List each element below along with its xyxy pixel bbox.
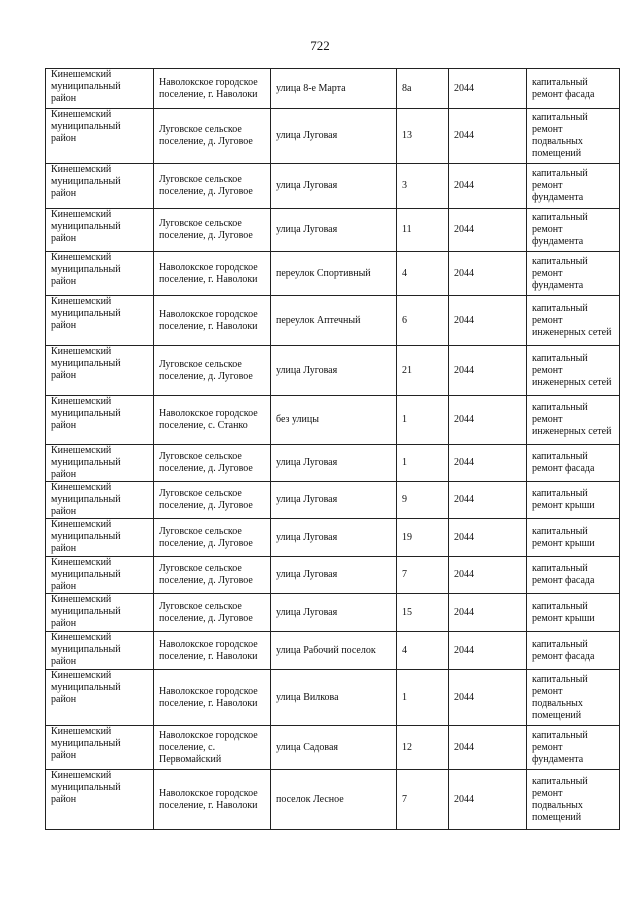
settlement-cell: Луговское сельское поселение, д. Луговое — [154, 346, 271, 396]
house-number-cell: 4 — [397, 632, 449, 670]
table-row — [46, 726, 620, 770]
settlement-cell: Луговское сельское поселение, д. Луговое — [154, 519, 271, 557]
street-cell: улица Вилкова — [271, 670, 397, 726]
house-number-cell: 7 — [397, 557, 449, 594]
work-type-cell: капитальный ремонт инженерных сетей — [527, 396, 620, 445]
municipality-cell: Кинешемский муниципальный район — [46, 69, 154, 109]
year-cell: 2044 — [449, 252, 527, 296]
table-row — [46, 445, 620, 482]
municipality-cell: Кинешемский муниципальный район — [46, 594, 154, 632]
settlement-cell: Наволокское городское поселение, г. Наволоки — [154, 252, 271, 296]
work-type-cell: капитальный ремонт подвальных помещений — [527, 670, 620, 726]
year-cell: 2044 — [449, 726, 527, 770]
settlement-cell: Наволокское городское поселение, г. Наволоки — [154, 770, 271, 830]
house-number-cell: 1 — [397, 396, 449, 445]
municipality-cell: Кинешемский муниципальный район — [46, 726, 154, 770]
year-cell: 2044 — [449, 445, 527, 482]
municipality-cell: Кинешемский муниципальный район — [46, 296, 154, 346]
municipality-cell: Кинешемский муниципальный район — [46, 519, 154, 557]
year-cell: 2044 — [449, 109, 527, 164]
municipality-cell: Кинешемский муниципальный район — [46, 209, 154, 252]
year-cell: 2044 — [449, 209, 527, 252]
table-row — [46, 69, 620, 109]
table-row — [46, 209, 620, 252]
street-cell: улица Рабочий поселок — [271, 632, 397, 670]
street-cell: без улицы — [271, 396, 397, 445]
house-number-cell: 1 — [397, 670, 449, 726]
street-cell: улица Луговая — [271, 594, 397, 632]
work-type-cell: капитальный ремонт фундамента — [527, 164, 620, 209]
table-row — [46, 109, 620, 164]
house-number-cell: 3 — [397, 164, 449, 209]
settlement-cell: Наволокское городское поселение, г. Наволоки — [154, 632, 271, 670]
table-row — [46, 346, 620, 396]
year-cell: 2044 — [449, 670, 527, 726]
page-number: 722 — [310, 38, 330, 53]
house-number-cell: 21 — [397, 346, 449, 396]
table-row — [46, 770, 620, 830]
table-row — [46, 482, 620, 519]
year-cell: 2044 — [449, 594, 527, 632]
settlement-cell: Наволокское городское поселение, г. Наволоки — [154, 69, 271, 109]
municipality-cell: Кинешемский муниципальный район — [46, 109, 154, 164]
repair-schedule-table — [45, 68, 620, 830]
municipality-cell: Кинешемский муниципальный район — [46, 396, 154, 445]
municipality-cell: Кинешемский муниципальный район — [46, 632, 154, 670]
work-type-cell: капитальный ремонт фасада — [527, 445, 620, 482]
year-cell: 2044 — [449, 557, 527, 594]
municipality-cell: Кинешемский муниципальный район — [46, 557, 154, 594]
settlement-cell: Луговское сельское поселение, д. Луговое — [154, 109, 271, 164]
street-cell: улица Луговая — [271, 445, 397, 482]
street-cell: улица 8-е Марта — [271, 69, 397, 109]
street-cell: улица Луговая — [271, 109, 397, 164]
settlement-cell: Луговское сельское поселение, д. Луговое — [154, 164, 271, 209]
house-number-cell: 7 — [397, 770, 449, 830]
settlement-cell: Наволокское городское поселение, г. Наволоки — [154, 670, 271, 726]
table-row — [46, 252, 620, 296]
work-type-cell: капитальный ремонт фасада — [527, 632, 620, 670]
work-type-cell: капитальный ремонт подвальных помещений — [527, 109, 620, 164]
street-cell: улица Луговая — [271, 209, 397, 252]
year-cell: 2044 — [449, 346, 527, 396]
settlement-cell: Луговское сельское поселение, д. Луговое — [154, 594, 271, 632]
settlement-cell: Луговское сельское поселение, д. Луговое — [154, 482, 271, 519]
work-type-cell: капитальный ремонт инженерных сетей — [527, 346, 620, 396]
street-cell: улица Луговая — [271, 557, 397, 594]
work-type-cell: капитальный ремонт фундамента — [527, 252, 620, 296]
municipality-cell: Кинешемский муниципальный район — [46, 482, 154, 519]
year-cell: 2044 — [449, 164, 527, 209]
table-row — [46, 557, 620, 594]
work-type-cell: капитальный ремонт фасада — [527, 557, 620, 594]
municipality-cell: Кинешемский муниципальный район — [46, 252, 154, 296]
year-cell: 2044 — [449, 770, 527, 830]
street-cell: улица Луговая — [271, 164, 397, 209]
table-row — [46, 396, 620, 445]
work-type-cell: капитальный ремонт фасада — [527, 69, 620, 109]
table-row — [46, 519, 620, 557]
house-number-cell: 13 — [397, 109, 449, 164]
work-type-cell: капитальный ремонт крыши — [527, 594, 620, 632]
house-number-cell: 8а — [397, 69, 449, 109]
year-cell: 2044 — [449, 482, 527, 519]
settlement-cell: Наволокское городское поселение, с. Станко — [154, 396, 271, 445]
house-number-cell: 15 — [397, 594, 449, 632]
settlement-cell: Наволокское городское поселение, г. Наволоки — [154, 296, 271, 346]
year-cell: 2044 — [449, 632, 527, 670]
work-type-cell: капитальный ремонт инженерных сетей — [527, 296, 620, 346]
municipality-cell: Кинешемский муниципальный район — [46, 670, 154, 726]
street-cell: переулок Аптечный — [271, 296, 397, 346]
house-number-cell: 4 — [397, 252, 449, 296]
settlement-cell: Луговское сельское поселение, д. Луговое — [154, 209, 271, 252]
house-number-cell: 11 — [397, 209, 449, 252]
settlement-cell: Луговское сельское поселение, д. Луговое — [154, 445, 271, 482]
table-row — [46, 164, 620, 209]
house-number-cell: 1 — [397, 445, 449, 482]
year-cell: 2044 — [449, 396, 527, 445]
settlement-cell: Луговское сельское поселение, д. Луговое — [154, 557, 271, 594]
municipality-cell: Кинешемский муниципальный район — [46, 164, 154, 209]
house-number-cell: 19 — [397, 519, 449, 557]
street-cell: улица Луговая — [271, 346, 397, 396]
work-type-cell: капитальный ремонт подвальных помещений — [527, 770, 620, 830]
work-type-cell: капитальный ремонт крыши — [527, 482, 620, 519]
street-cell: улица Садовая — [271, 726, 397, 770]
table-row — [46, 670, 620, 726]
settlement-cell: Наволокское городское поселение, с. Первомайский — [154, 726, 271, 770]
work-type-cell: капитальный ремонт фундамента — [527, 726, 620, 770]
work-type-cell: капитальный ремонт крыши — [527, 519, 620, 557]
municipality-cell: Кинешемский муниципальный район — [46, 445, 154, 482]
year-cell: 2044 — [449, 69, 527, 109]
house-number-cell: 6 — [397, 296, 449, 346]
work-type-cell: капитальный ремонт фундамента — [527, 209, 620, 252]
table-row — [46, 296, 620, 346]
street-cell: улица Луговая — [271, 519, 397, 557]
house-number-cell: 9 — [397, 482, 449, 519]
street-cell: улица Луговая — [271, 482, 397, 519]
street-cell: переулок Спортивный — [271, 252, 397, 296]
table-row — [46, 632, 620, 670]
table-row — [46, 594, 620, 632]
street-cell: поселок Лесное — [271, 770, 397, 830]
house-number-cell: 12 — [397, 726, 449, 770]
municipality-cell: Кинешемский муниципальный район — [46, 346, 154, 396]
year-cell: 2044 — [449, 519, 527, 557]
municipality-cell: Кинешемский муниципальный район — [46, 770, 154, 830]
year-cell: 2044 — [449, 296, 527, 346]
